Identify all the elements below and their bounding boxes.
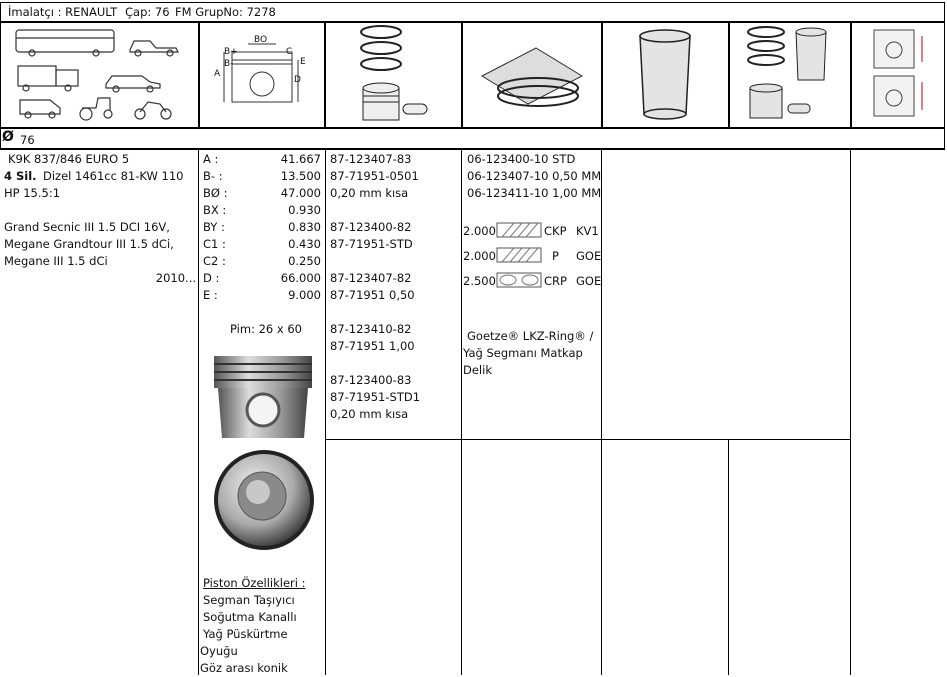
dim-value: 13.500 — [280, 169, 321, 183]
engine-hp: HP 15.5:1 — [4, 186, 61, 200]
dim-value: 9.000 — [288, 288, 321, 302]
piston-section-icon — [866, 26, 938, 122]
ring-note: Delik — [463, 363, 492, 377]
part-note: 0,20 mm kısa — [330, 186, 409, 200]
header-maker: İmalatçı : RENAULT — [8, 5, 118, 19]
model-line: Megane Grandtour III 1.5 dCi, — [4, 237, 174, 251]
diameter-value: 76 — [20, 133, 35, 147]
piston-feature: Soğutma Kanallı — [203, 610, 297, 624]
dim-value: 47.000 — [280, 186, 321, 200]
dim-value: 41.667 — [280, 152, 321, 166]
label-b-minus: B- — [224, 59, 234, 69]
dim-label: BX : — [203, 203, 227, 217]
ring-set-icon — [476, 38, 588, 116]
model-line: Megane III 1.5 dCi — [4, 254, 108, 268]
part-number: 87-71951-0501 — [330, 169, 419, 183]
header-group: FM GrupNo: 7278 — [175, 5, 276, 19]
piston-feature: Göz arası konik — [200, 661, 288, 675]
model-line: Grand Secnic III 1.5 DCI 16V, — [4, 220, 170, 234]
ring-width: 2.000 — [463, 249, 496, 263]
ring-code: KV1 — [576, 224, 599, 238]
ring-profile-icon — [496, 270, 542, 290]
engine-fuel-spec: Dizel 1461cc 81-KW 110 — [43, 169, 184, 183]
ring-part-number: 06-123407-10 0,50 MM — [467, 169, 602, 183]
dim-value: 0.930 — [288, 203, 321, 217]
piston-photo-side — [208, 352, 318, 442]
label-e: E — [300, 57, 306, 67]
dim-label: B- : — [203, 169, 223, 183]
piston-features-title: Piston Özellikleri : — [203, 576, 306, 590]
ring-code: GOE — [576, 249, 602, 263]
ring-type: CRP — [544, 274, 567, 288]
dim-label: BØ : — [203, 186, 228, 200]
dim-value: 0.830 — [288, 220, 321, 234]
piston-kit-icon — [355, 24, 435, 126]
ring-note: Goetze® LKZ-Ring® / — [467, 329, 594, 343]
label-b-plus: B+ — [224, 47, 238, 57]
piston-feature: Oyuğu — [200, 644, 238, 658]
vehicles-icon — [10, 26, 190, 124]
ring-profile-icon — [496, 245, 542, 265]
dim-label: BY : — [203, 220, 225, 234]
ring-code: GOE — [576, 274, 602, 288]
dim-label: C2 : — [203, 254, 226, 268]
label-bo: BO — [254, 35, 268, 45]
dim-label: A : — [203, 152, 219, 166]
ring-note: Yağ Segmanı Matkap — [463, 346, 583, 360]
ring-width: 2.500 — [463, 274, 496, 288]
ring-part-number: 06-123400-10 STD — [467, 152, 576, 166]
piston-feature: Yağ Püskürtme — [203, 627, 288, 641]
part-number: 87-123407-82 — [330, 271, 412, 285]
engine-year: 2010... — [155, 271, 196, 285]
dim-label: C1 : — [203, 237, 226, 251]
label-d: D — [294, 75, 301, 85]
part-number: 87-71951-STD1 — [330, 390, 421, 404]
dim-label: D : — [203, 271, 220, 285]
dim-value: 0.430 — [288, 237, 321, 251]
part-number: 87-123407-83 — [330, 152, 412, 166]
dim-label: E : — [203, 288, 218, 302]
pin-size: Pim: 26 x 60 — [230, 322, 302, 336]
diameter-symbol: Ø — [2, 129, 14, 145]
piston-dimension-diagram — [204, 30, 320, 122]
ring-part-number: 06-123411-10 1,00 MM — [467, 186, 602, 200]
ring-width: 2.000 — [463, 224, 496, 238]
part-number: 87-71951-STD — [330, 237, 413, 251]
part-note: 0,20 mm kısa — [330, 407, 409, 421]
part-number: 87-71951 1,00 — [330, 339, 415, 353]
piston-photo-top — [212, 448, 316, 552]
liner-kit-icon — [744, 24, 836, 124]
part-number: 87-123400-82 — [330, 220, 412, 234]
piston-feature: Segman Taşıyıcı — [203, 593, 295, 607]
cylinder-liner-icon — [634, 26, 696, 122]
engine-cylinders: 4 Sil. — [4, 169, 37, 183]
label-c: C — [286, 47, 293, 57]
ring-type: CKP — [544, 224, 567, 238]
header-diameter: Çap: 76 — [125, 5, 170, 19]
ring-type: P — [552, 249, 559, 263]
part-number: 87-71951 0,50 — [330, 288, 415, 302]
ring-profile-icon — [496, 220, 542, 240]
part-number: 87-123410-82 — [330, 322, 412, 336]
part-number: 87-123400-83 — [330, 373, 412, 387]
dim-value: 66.000 — [280, 271, 321, 285]
engine-code: K9K 837/846 EURO 5 — [8, 152, 130, 166]
dim-value: 0.250 — [288, 254, 321, 268]
label-a: A — [214, 69, 221, 79]
